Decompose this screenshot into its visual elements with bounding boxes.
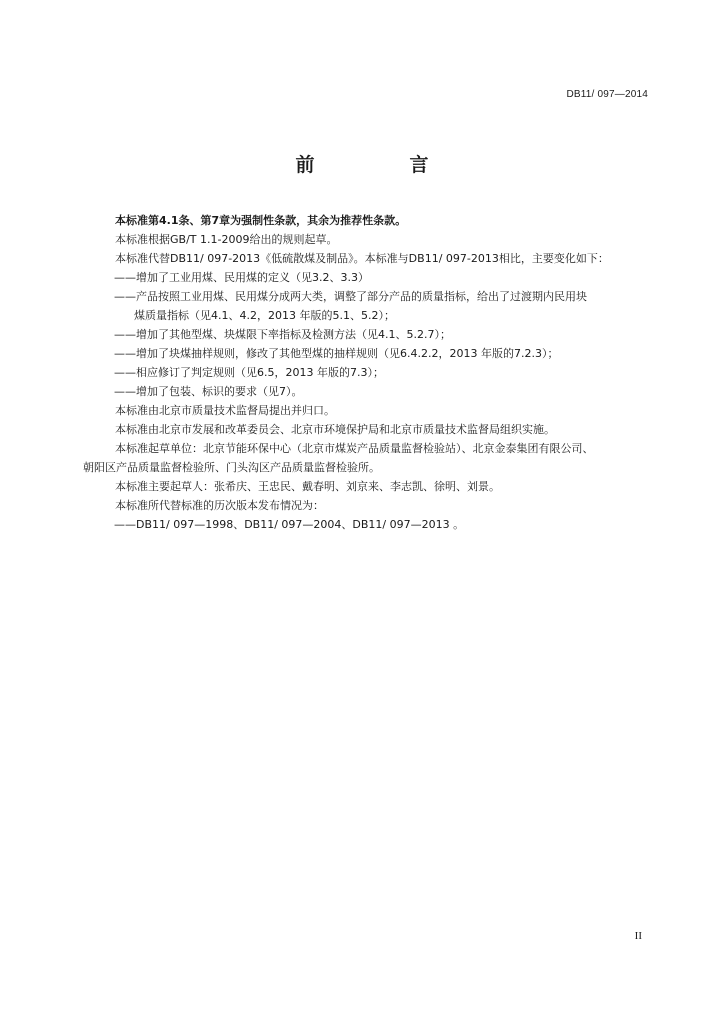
list-item-continuation: 煤质量指标（见4.1、4.2，2013 年版的5.1、5.2）； xyxy=(134,309,395,322)
page-number: II xyxy=(634,930,642,942)
foreword-body xyxy=(83,211,666,534)
list-item: ——增加了块煤抽样规则，修改了其他型煤的抽样规则（见6.4.2.2，2013 年版的7.2.3）； xyxy=(114,347,559,360)
page-title: 前 言 xyxy=(295,154,467,176)
paragraph: 本标准起草单位：北京节能环保中心（北京市煤炭产品质量监督检验站）、北京金泰集团有限公司、 xyxy=(115,442,594,455)
paragraph: 本标准由北京市发展和改革委员会、北京市环境保护局和北京市质量技术监督局组织实施。 xyxy=(115,423,555,436)
paragraph: 本标准主要起草人：张希庆、王忠民、戴春明、刘京来、李志凯、徐明、刘景。 xyxy=(115,480,500,493)
paragraph: 本标准第4.1条、第7章为强制性条款，其余为推荐性条款。 xyxy=(115,214,407,227)
paragraph: 本标准由北京市质量技术监督局提出并归口。 xyxy=(115,404,335,417)
list-item: ——DB11/ 097—1998、DB11/ 097—2004、DB11/ 097—2013 。 xyxy=(114,518,465,531)
list-item: ——产品按照工业用煤、民用煤分成两大类，调整了部分产品的质量指标，给出了过渡期内民用块 xyxy=(114,290,587,303)
list-item: ——相应修订了判定规则（见6.5，2013 年版的7.3）； xyxy=(114,366,384,379)
paragraph-continuation: 朝阳区产品质量监督检验所、门头沟区产品质量监督检验所。 xyxy=(83,461,380,474)
standard-code: DB11/ 097—2014 xyxy=(566,89,648,100)
paragraph: 本标准所代替标准的历次版本发布情况为： xyxy=(115,499,324,512)
list-item: ——增加了工业用煤、民用煤的定义（见3.2、3.3） xyxy=(114,271,369,284)
paragraph: 本标准根据GB/T 1.1-2009给出的规则起草。 xyxy=(115,233,338,246)
list-item: ——增加了包装、标识的要求（见7）。 xyxy=(114,385,303,398)
paragraph: 本标准代替DB11/ 097-2013《低硫散煤及制品》。本标准与DB11/ 097-2013相比，主要变化如下： xyxy=(115,252,609,265)
list-item: ——增加了其他型煤、块煤限下率指标及检测方法（见4.1、5.2.7）； xyxy=(114,328,451,341)
